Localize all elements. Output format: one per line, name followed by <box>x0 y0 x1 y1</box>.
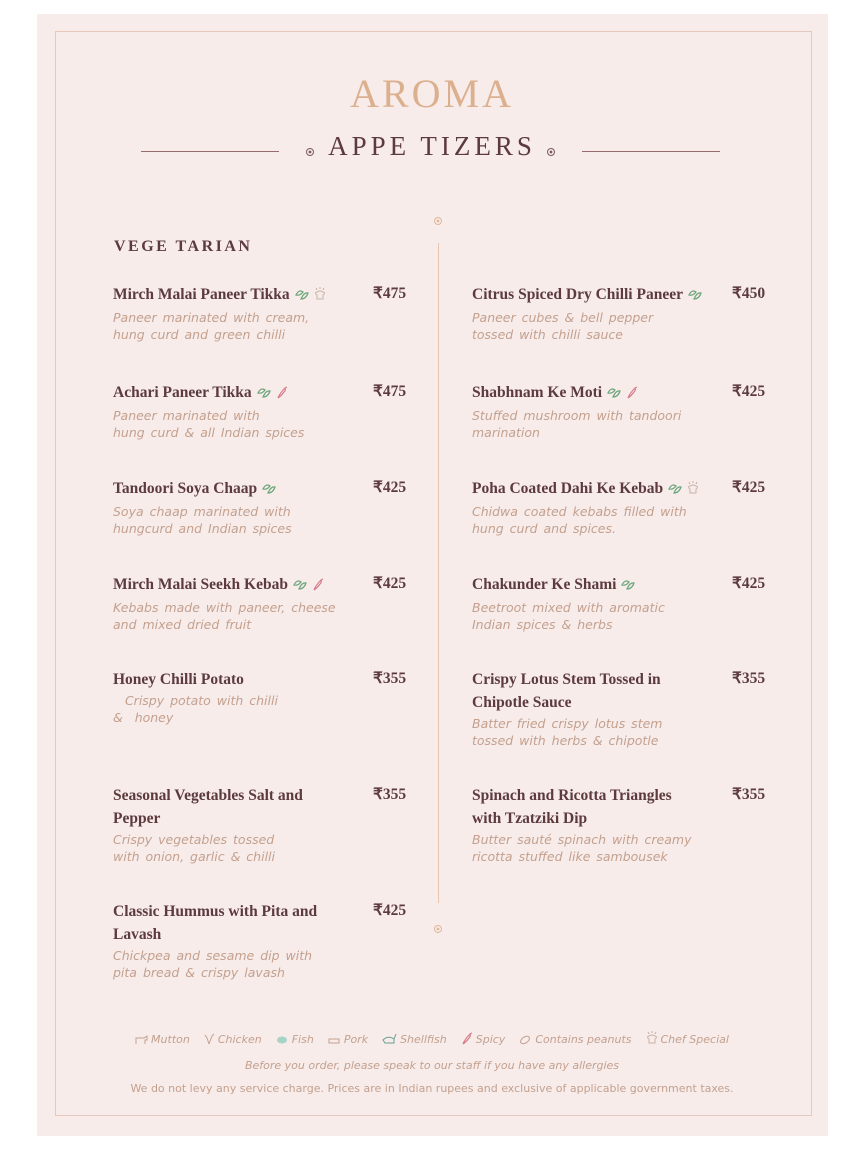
legend-label: Contains peanuts <box>535 1033 632 1046</box>
menu-item-name: Tandoori Soya Chaap <box>113 480 258 497</box>
description-line: Paneer marinated with cream, <box>113 310 310 325</box>
description-line: tossed with herbs & chipotle <box>472 733 659 748</box>
legend-label: Chef Special <box>660 1033 729 1046</box>
menu-item-description <box>113 503 343 537</box>
menu-item-description <box>472 831 702 865</box>
menu-item-description <box>113 599 343 633</box>
legend-item-chicken <box>204 1033 262 1046</box>
legend-item-spicy <box>461 1033 506 1046</box>
menu-item-name-wrap <box>113 900 343 946</box>
description-line: Batter fried crispy lotus stem <box>472 716 663 731</box>
menu-item <box>113 283 343 343</box>
legend-label: Mutton <box>151 1033 190 1046</box>
description-line: Paneer marinated with <box>113 408 260 423</box>
description-line: with onion, garlic & chilli <box>113 849 275 864</box>
menu-item-name: Achari Paneer Tikka <box>113 384 252 401</box>
description-line: Indian spices & herbs <box>472 617 613 632</box>
description-line: hung curd & all Indian spices <box>113 425 305 440</box>
leaf-icon <box>607 383 621 406</box>
legend-label: Pork <box>343 1033 369 1046</box>
chilli-icon <box>626 383 638 406</box>
category-heading: VEGE TARIAN <box>114 238 253 255</box>
description-line: hung curd and spices. <box>472 521 616 536</box>
menu-item-name-wrap <box>113 283 343 308</box>
description-line: Paneer cubes & bell pepper <box>472 310 654 325</box>
leaf-icon <box>293 575 307 598</box>
menu-item <box>472 283 702 343</box>
legend-item-pork <box>328 1033 368 1046</box>
menu-item-name-wrap <box>472 784 702 830</box>
menu-item-name-wrap <box>472 283 702 308</box>
legend-label: Fish <box>291 1033 314 1046</box>
menu-item-description <box>113 309 343 343</box>
spicy-icon <box>461 1032 473 1048</box>
menu-item-name: Mirch Malai Paneer Tikka <box>113 286 290 303</box>
menu-item-name: Honey Chilli Potato <box>113 671 244 688</box>
allergy-note: Before you order, please speak to our staff if you have any allergies <box>244 1059 620 1072</box>
leaf-icon <box>262 479 276 502</box>
menu-item <box>472 784 702 865</box>
menu-item-price: ₹425 <box>732 479 766 496</box>
menu-item <box>472 381 702 441</box>
menu-item-name: Poha Coated Dahi Ke Kebab <box>472 480 664 497</box>
description-line: marination <box>472 425 540 440</box>
mutton-icon <box>135 1035 148 1048</box>
menu-item-price: ₹425 <box>732 383 766 400</box>
chef-hat-icon <box>687 479 699 502</box>
menu-item-description <box>113 831 343 865</box>
menu-item-name-wrap <box>113 477 343 502</box>
description-line: hung curd and green chilli <box>113 327 286 342</box>
description-line: tossed with chilli sauce <box>472 327 623 342</box>
menu-item-description <box>113 407 343 441</box>
menu-item-price: ₹355 <box>732 670 766 687</box>
description-line: and mixed dried fruit <box>113 617 252 632</box>
dietary-legend <box>0 1031 864 1048</box>
brand-title: AROMA <box>350 71 514 116</box>
legend-item-chef-special <box>646 1033 729 1046</box>
menu-item-name-wrap <box>472 477 702 502</box>
menu-item-price: ₹425 <box>373 902 407 919</box>
menu-item <box>113 784 343 865</box>
menu-item-name: Classic Hummus with Pita and Lavash <box>113 903 318 943</box>
description-line: Chidwa coated kebabs filled with <box>472 504 687 519</box>
legend-item-shellfish <box>382 1033 447 1046</box>
menu-item-name-wrap <box>472 381 702 406</box>
description-line: Kebabs made with paneer, cheese <box>113 600 336 615</box>
menu-item-name: Crispy Lotus Stem Tossed in Chipotle Sauce <box>472 671 661 711</box>
legend-label: Spicy <box>475 1033 506 1046</box>
menu-item-price: ₹355 <box>373 786 407 803</box>
menu-item-price: ₹425 <box>732 575 766 592</box>
menu-item-name: Spinach and Ricotta Triangles with Tzatziki Dip <box>472 787 672 827</box>
chilli-icon <box>312 575 324 598</box>
description-line: Chickpea and sesame dip with <box>113 948 313 963</box>
description-line: pita bread & crispy lavash <box>113 965 285 980</box>
menu-item-price: ₹450 <box>732 285 766 302</box>
menu-item <box>113 381 343 441</box>
menu-item <box>113 573 343 633</box>
description-line: & honey <box>113 710 174 725</box>
description-line: Crispy vegetables tossed <box>113 832 275 847</box>
leaf-icon <box>257 383 271 406</box>
description-line: Soya chaap marinated with <box>113 504 291 519</box>
chef-special-icon <box>646 1031 658 1048</box>
menu-item <box>472 668 702 749</box>
menu-item-price: ₹425 <box>373 479 407 496</box>
menu-item-description <box>472 503 702 537</box>
peanuts-icon <box>519 1034 532 1048</box>
menu-item-description <box>113 947 343 981</box>
description-line: Beetroot mixed with aromatic <box>472 600 665 615</box>
menu-item <box>472 573 702 633</box>
menu-item-price: ₹475 <box>373 383 407 400</box>
shellfish-icon <box>382 1033 397 1048</box>
menu-item-name: Seasonal Vegetables Salt and Pepper <box>113 787 303 827</box>
menu-item <box>472 477 702 537</box>
ornament-icon <box>434 217 442 225</box>
menu-item-name: Mirch Malai Seekh Kebab <box>113 576 288 593</box>
legend-label: Shellfish <box>400 1033 447 1046</box>
chicken-icon <box>204 1033 215 1048</box>
description-line: Crispy potato with chilli <box>113 693 278 708</box>
description-line: ricotta stuffed like sambousek <box>472 849 668 864</box>
description-line: hungcurd and Indian spices <box>113 521 292 536</box>
leaf-icon <box>688 285 702 308</box>
menu-item-price: ₹425 <box>373 575 407 592</box>
ornament-icon <box>547 148 555 156</box>
menu-item <box>113 477 343 537</box>
menu-item-description <box>472 715 702 749</box>
column-divider <box>438 243 439 903</box>
menu-item <box>113 900 343 981</box>
menu-item-name: Chakunder Ke Shami <box>472 576 617 593</box>
menu-item-description <box>472 407 702 441</box>
menu-item-name-wrap <box>113 573 343 598</box>
menu-item-description <box>472 309 702 343</box>
menu-item-description <box>472 599 702 633</box>
section-title: APPE TIZERS <box>328 131 536 161</box>
menu-item-price: ₹475 <box>373 285 407 302</box>
legend-item-fish <box>276 1033 314 1046</box>
menu-item-name: Citrus Spiced Dry Chilli Paneer <box>472 286 683 303</box>
chef-hat-icon <box>314 285 326 308</box>
leaf-icon <box>621 575 635 598</box>
tax-note: We do not levy any service charge. Prices are in Indian rupees and exclusive of applicable government taxes. <box>130 1082 734 1095</box>
description-line: Stuffed mushroom with tandoori <box>472 408 682 423</box>
divider-right <box>582 151 720 152</box>
leaf-icon <box>295 285 309 308</box>
menu-item-name-wrap <box>472 668 702 714</box>
legend-label: Chicken <box>217 1033 262 1046</box>
ornament-icon <box>434 925 442 933</box>
chilli-icon <box>276 383 288 406</box>
menu-item-name: Shabhnam Ke Moti <box>472 384 603 401</box>
fish-icon <box>276 1035 289 1048</box>
description-line: Butter sauté spinach with creamy <box>472 832 692 847</box>
menu-item <box>113 668 343 726</box>
menu-item-name-wrap <box>113 784 343 830</box>
menu-item-price: ₹355 <box>732 786 766 803</box>
menu-item-description <box>113 692 343 726</box>
pork-icon <box>328 1035 341 1048</box>
leaf-icon <box>668 479 682 502</box>
menu-item-name-wrap <box>113 381 343 406</box>
legend-item-peanuts <box>519 1033 631 1046</box>
menu-item-price: ₹355 <box>373 670 407 687</box>
legend-item-mutton <box>135 1033 190 1046</box>
menu-item-name-wrap <box>472 573 702 598</box>
menu-item-name-wrap <box>113 668 343 691</box>
